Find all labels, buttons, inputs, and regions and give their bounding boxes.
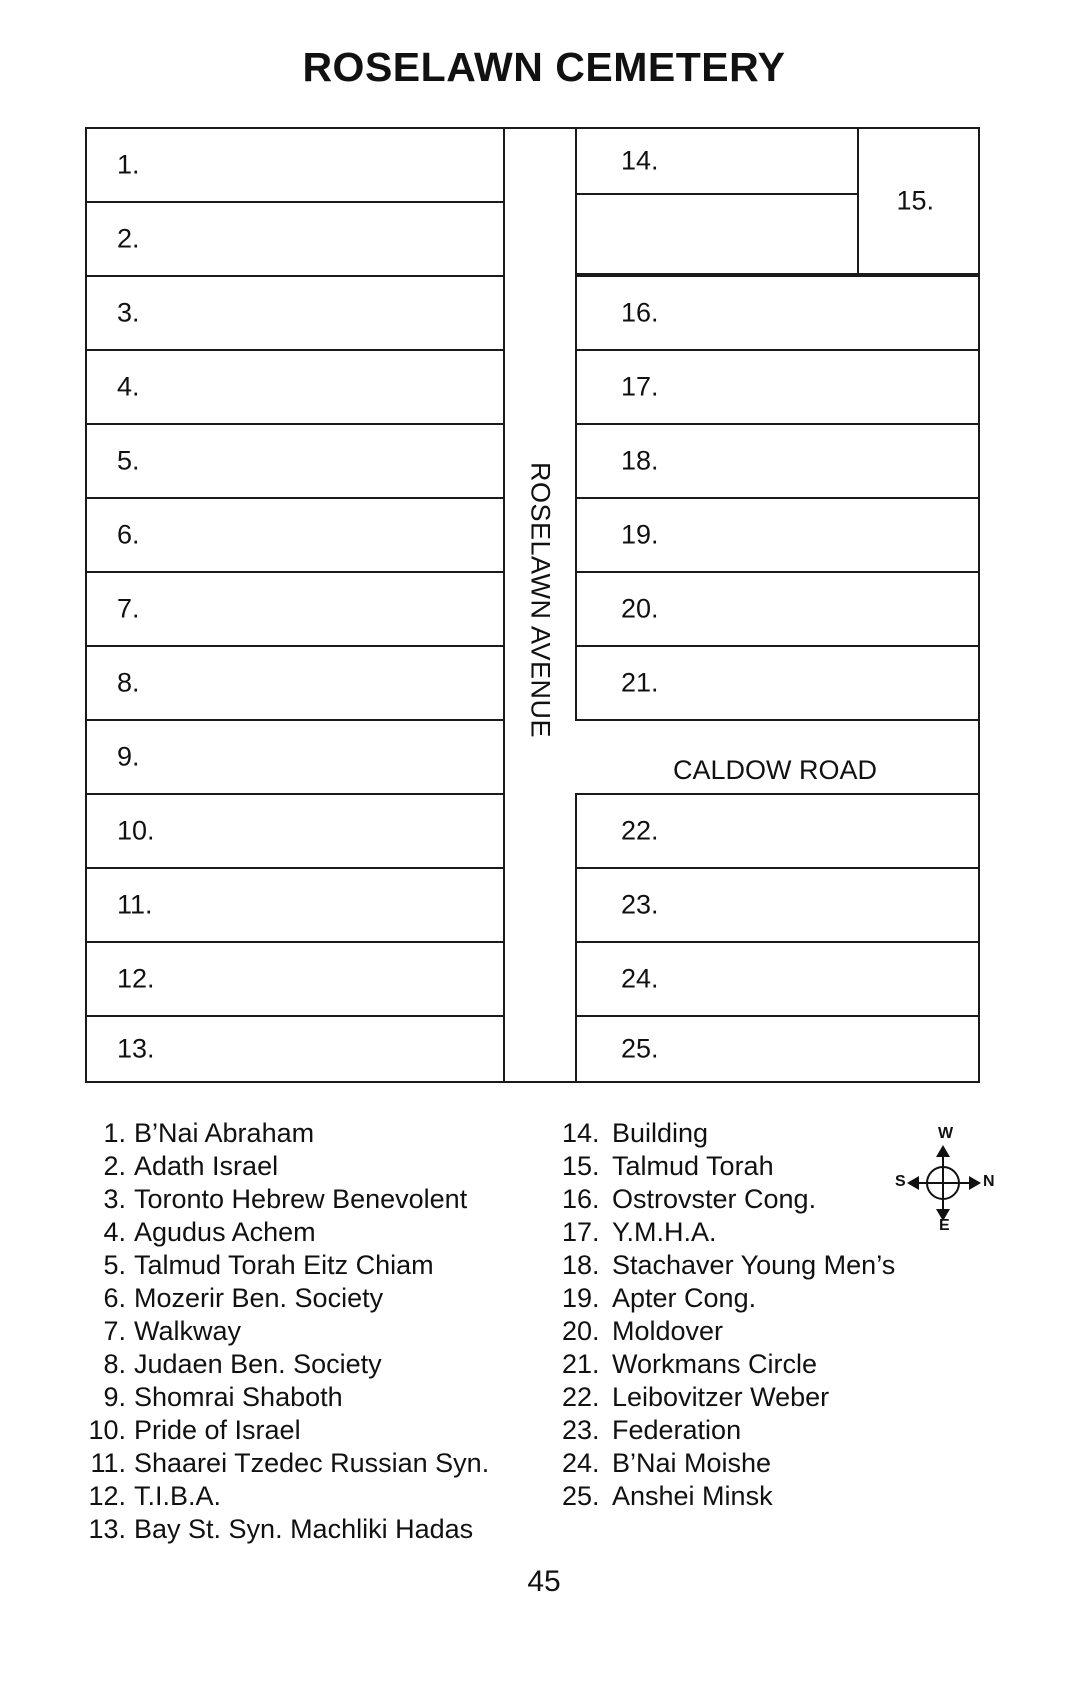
map-section-8 [85, 645, 505, 721]
map-section-number: 11. [117, 889, 153, 920]
legend-item [562, 1117, 895, 1150]
legend-item [562, 1447, 895, 1480]
map-section-number: 2. [117, 223, 140, 254]
legend-item-number: 11. [90, 1448, 126, 1478]
legend-item-name: Judaen Ben. Society [134, 1349, 382, 1379]
legend-item-name: T.I.B.A. [134, 1481, 222, 1511]
legend-item-number: 23. [562, 1415, 600, 1445]
legend-item-name: Mozerir Ben. Society [134, 1283, 384, 1313]
legend-item [88, 1216, 489, 1249]
legend-item-name: B’Nai Abraham [134, 1118, 315, 1148]
map-section-number: 6. [117, 519, 140, 550]
map-section-13 [85, 1015, 505, 1083]
map-section-number: 15. [896, 185, 934, 216]
legend-item [88, 1282, 489, 1315]
legend-item [88, 1414, 489, 1447]
map-section-number: 13. [117, 1033, 155, 1064]
legend-item-number: 8. [103, 1349, 126, 1379]
legend-item-number: 22. [562, 1382, 600, 1412]
map-section-number: 17. [621, 371, 659, 402]
legend-item [562, 1249, 895, 1282]
legend-item [88, 1348, 489, 1381]
map-section-11 [85, 867, 505, 943]
map-section-3 [85, 275, 505, 351]
map-section-number: 5. [117, 445, 140, 476]
page-number: 45 [527, 1565, 561, 1598]
map-section-number: 4. [117, 371, 140, 402]
map-section-number: 1. [117, 149, 140, 180]
legend-item [562, 1414, 895, 1447]
legend-item [562, 1348, 895, 1381]
legend-item [88, 1381, 489, 1414]
legend-item [88, 1447, 489, 1480]
map-section-15 [857, 127, 980, 275]
legend-item-number: 7. [103, 1316, 126, 1346]
legend-item-name: Ostrovster Cong. [612, 1184, 817, 1214]
legend-item [562, 1282, 895, 1315]
legend-item-number: 19. [562, 1283, 600, 1313]
compass-east-label: E [939, 1217, 950, 1234]
legend-item [88, 1480, 489, 1513]
legend-item-number: 3. [103, 1184, 126, 1214]
compass-north-label: N [983, 1173, 995, 1190]
legend-item-name: Bay St. Syn. Machliki Hadas [134, 1514, 474, 1544]
map-section-24 [575, 941, 980, 1017]
compass-arrows-icon [895, 1125, 995, 1235]
section-15-extension [575, 195, 859, 273]
compass-west-label: W [938, 1125, 954, 1142]
legend-item-number: 21. [562, 1349, 600, 1379]
legend-item [562, 1183, 895, 1216]
legend-item-name: Shaarei Tzedec Russian Syn. [134, 1448, 490, 1478]
map-section-19 [575, 497, 980, 573]
legend-item-number: 14. [562, 1118, 600, 1148]
legend-item-number: 2. [103, 1151, 126, 1181]
legend-item-name: Anshei Minsk [612, 1481, 773, 1511]
legend-item-name: Talmud Torah [612, 1151, 774, 1181]
legend-item-number: 20. [562, 1316, 600, 1346]
page-title: ROSELAWN CEMETERY [302, 44, 786, 90]
legend-item [88, 1315, 489, 1348]
map-section-2 [85, 201, 505, 277]
legend-item-name: Leibovitzer Weber [612, 1382, 830, 1412]
legend-item-name: Talmud Torah Eitz Chiam [134, 1250, 434, 1280]
map-section-number: 14. [621, 145, 659, 176]
map-section-number: 16. [621, 297, 659, 328]
compass-south-label: S [895, 1173, 906, 1190]
map-section-number: 12. [117, 963, 155, 994]
map-section-22 [575, 793, 980, 869]
legend-item-name: Federation [612, 1415, 742, 1445]
legend-item-number: 18. [562, 1250, 600, 1280]
map-section-number: 21. [621, 667, 659, 698]
map-section-number: 20. [621, 593, 659, 624]
map-section-number: 7. [117, 593, 140, 624]
legend-item-name: Pride of Israel [134, 1415, 301, 1445]
map-section-18 [575, 423, 980, 499]
legend-item-name: Adath Israel [134, 1151, 279, 1181]
legend-item [562, 1381, 895, 1414]
map-section-1 [85, 127, 505, 203]
legend-item [562, 1216, 895, 1249]
legend-item-number: 12. [88, 1481, 126, 1511]
map-section-10 [85, 793, 505, 869]
caldow-road-label: CALDOW ROAD [672, 754, 878, 785]
map-section-9 [85, 719, 505, 795]
map-section-20 [575, 571, 980, 647]
legend-item-name: Shomrai Shaboth [134, 1382, 343, 1412]
legend-item-number: 25. [562, 1481, 600, 1511]
legend-right-column [562, 1117, 895, 1513]
legend-item-name: Toronto Hebrew Benevolent [134, 1184, 468, 1214]
map-section-number: 3. [117, 297, 140, 328]
legend-item-name: Moldover [612, 1316, 724, 1346]
legend-item [562, 1480, 895, 1513]
section-15-lower-border [575, 273, 980, 275]
legend-item-name: Agudus Achem [134, 1217, 316, 1247]
compass-rose [895, 1125, 995, 1235]
legend-item-number: 1. [103, 1118, 126, 1148]
legend-item-name: Stachaver Young Men’s [612, 1250, 896, 1280]
legend-item-name: Workmans Circle [612, 1349, 818, 1379]
map-section-17 [575, 349, 980, 425]
legend-item [88, 1117, 489, 1150]
map-section-5 [85, 423, 505, 499]
legend-item [562, 1315, 895, 1348]
map-section-number: 23. [621, 889, 659, 920]
legend-item [562, 1150, 895, 1183]
map-section-21 [575, 645, 980, 721]
legend-item-number: 16. [562, 1184, 600, 1214]
legend-item-name: Apter Cong. [612, 1283, 757, 1313]
map-section-number: 19. [621, 519, 659, 550]
map-section-12 [85, 941, 505, 1017]
legend-item [88, 1183, 489, 1216]
map-section-number: 24. [621, 963, 659, 994]
legend-item-number: 9. [103, 1382, 126, 1412]
map-section-number: 25. [621, 1033, 659, 1064]
map-section-16 [575, 275, 980, 351]
roselawn-avenue-text: ROSELAWN AVENUE [525, 461, 556, 739]
map-section-6 [85, 497, 505, 573]
legend-item-number: 13. [88, 1514, 126, 1544]
legend-item-number: 15. [562, 1151, 600, 1181]
legend-item-number: 4. [103, 1217, 126, 1247]
legend-item [88, 1150, 489, 1183]
legend-item-number: 6. [103, 1283, 126, 1313]
map-section-14 [575, 127, 859, 195]
map-section-number: 18. [621, 445, 659, 476]
map-section-4 [85, 349, 505, 425]
legend-item-number: 10. [88, 1415, 126, 1445]
legend-item-number: 17. [562, 1217, 600, 1247]
map-section-number: 8. [117, 667, 140, 698]
map-section-number: 22. [621, 815, 659, 846]
map-section-25 [575, 1015, 980, 1083]
legend-item [88, 1249, 489, 1282]
map-section-number: 9. [117, 741, 140, 772]
legend-item [88, 1513, 489, 1546]
legend-item-name: Y.M.H.A. [612, 1217, 717, 1247]
legend-item-number: 5. [103, 1250, 126, 1280]
legend-item-number: 24. [562, 1448, 600, 1478]
legend-item-name: Walkway [134, 1316, 242, 1346]
map-section-7 [85, 571, 505, 647]
legend-item-name: Building [612, 1118, 709, 1148]
map-section-23 [575, 867, 980, 943]
legend-left-column [88, 1117, 489, 1546]
map-section-number: 10. [117, 815, 155, 846]
legend-item-name: B’Nai Moishe [612, 1448, 772, 1478]
